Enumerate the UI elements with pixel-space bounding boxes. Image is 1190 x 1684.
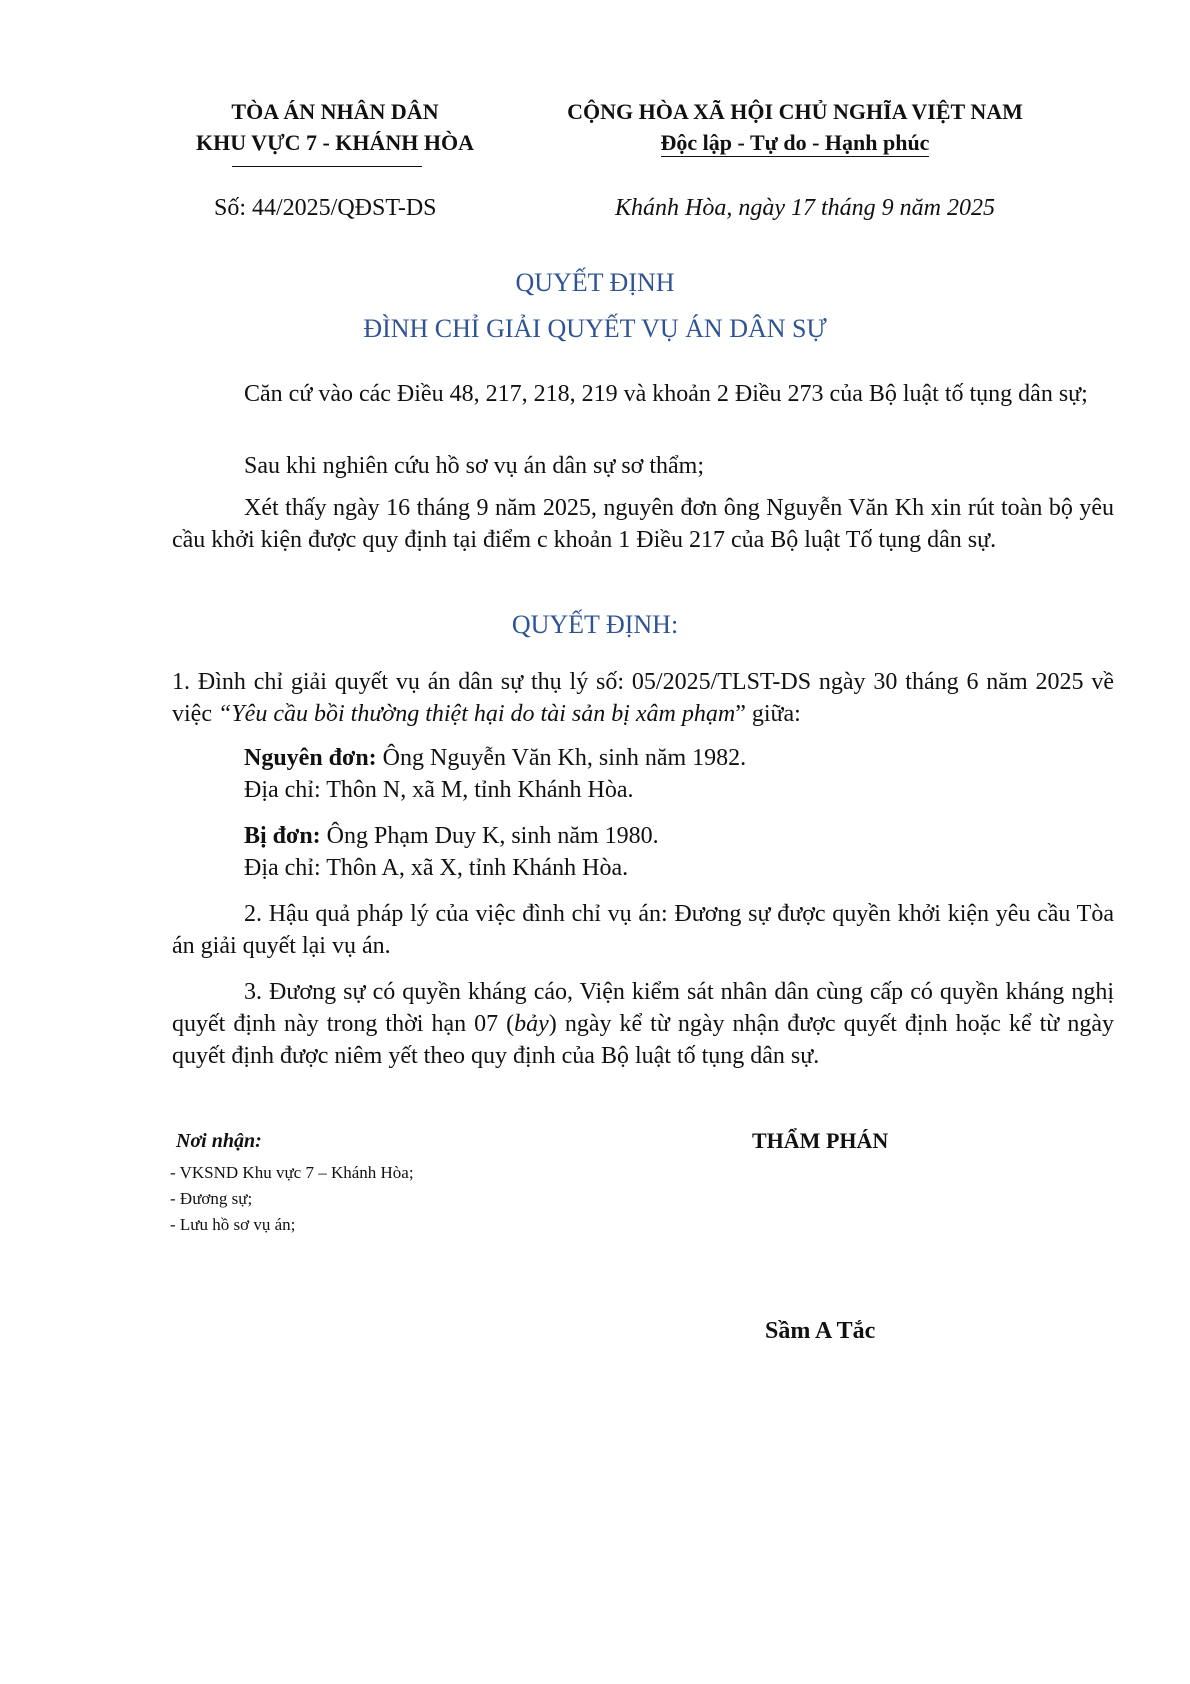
defendant-label: Bị đơn: — [244, 823, 321, 849]
national-motto: Độc lập - Tự do - Hạnh phúc — [660, 130, 930, 155]
plaintiff-address: Địa chỉ: Thôn N, xã M, tỉnh Khánh Hòa. — [244, 777, 634, 803]
preamble-basis: Căn cứ vào các Điều 48, 217, 218, 219 và khoản 2 Điều 273 của Bộ luật tố tụng dân sự; — [244, 381, 1088, 407]
recipient-item: - Lưu hồ sơ vụ án; — [170, 1215, 296, 1234]
judge-name: Sầm A Tắc — [765, 1318, 876, 1344]
nation-name: CỘNG HÒA XÃ HỘI CHỦ NGHĨA VIỆT NAM — [567, 99, 1023, 124]
document-subtitle: ĐÌNH CHỈ GIẢI QUYẾT VỤ ÁN DÂN SỰ — [363, 314, 827, 343]
judge-title: THẨM PHÁN — [752, 1128, 889, 1153]
preamble-review: Sau khi nghiên cứu hồ sơ vụ án dân sự sơ thẩm; — [244, 453, 705, 479]
defendant-value: Ông Phạm Duy K, sinh năm 1980. — [320, 823, 659, 849]
plaintiff-value: Ông Nguyễn Văn Kh, sinh năm 1982. — [376, 745, 747, 771]
recipients-title: Nơi nhận: — [176, 1130, 262, 1152]
court-name — [145, 96, 525, 158]
decision-item-3: 3. Đương sự có quyền kháng cáo, Viện kiểm sát nhân dân cùng cấp có quyền kháng nghị quyết định này trong thời hạn 07 (bảy) ngày kể từ ngày nhận được quyết định hoặc kể từ ngày quyết định được niêm yết theo quy định của Bộ luật tố tụng dân sự. — [172, 979, 1114, 1069]
recipient-item: - VKSND Khu vực 7 – Khánh Hòa; — [170, 1163, 414, 1182]
recipients-list — [170, 1160, 414, 1238]
court-name-line2: KHU VỰC 7 - KHÁNH HÒA — [195, 130, 475, 155]
court-name-line1: TÒA ÁN NHÂN DÂN — [231, 99, 439, 124]
case-subject: “Yêu cầu bồi thường thiệt hại do tài sản bị xâm phạm — [217, 701, 736, 727]
decision-item-1: 1. Đình chỉ giải quyết vụ án dân sự thụ lý số: 05/2025/TLST-DS ngày 30 tháng 6 năm 2025 về việc “Yêu cầu bồi thường thiệt hại do tài sản bị xâm phạm” giữa: — [172, 669, 1114, 727]
place-date: Khánh Hòa, ngày 17 tháng 9 năm 2025 — [615, 195, 995, 221]
recipient-item: - Đương sự; — [170, 1189, 253, 1208]
preamble-consideration: Xét thấy ngày 16 tháng 9 năm 2025, nguyên đơn ông Nguyễn Văn Kh xin rút toàn bộ yêu cầu khởi kiện được quy định tại điểm c khoản 1 Điều 217 của Bộ luật Tố tụng dân sự. — [172, 495, 1114, 553]
decision-number: Số: 44/2025/QĐST-DS — [214, 195, 437, 221]
defendant-block — [244, 820, 1114, 884]
plaintiff-label: Nguyên đơn: — [244, 745, 377, 771]
decision-heading: QUYẾT ĐỊNH: — [511, 610, 679, 639]
defendant-address: Địa chỉ: Thôn A, xã X, tỉnh Khánh Hòa. — [244, 855, 629, 881]
decision-item-2: 2. Hậu quả pháp lý của việc đình chỉ vụ án: Đương sự được quyền khởi kiện yêu cầu Tòa án giải quyết lại vụ án. — [172, 901, 1114, 959]
nation-header — [515, 96, 1075, 158]
document-title: QUYẾT ĐỊNH — [515, 268, 675, 297]
plaintiff-block — [244, 742, 1114, 806]
court-underline — [232, 166, 422, 167]
